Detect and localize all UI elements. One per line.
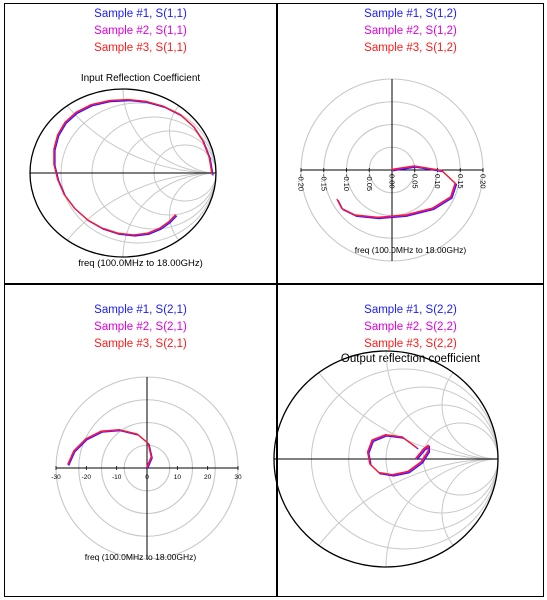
legend-entry-sample1: Sample #1, S(1,1) bbox=[94, 8, 187, 20]
smith-reactance-arc bbox=[170, 173, 263, 257]
polar-tick-label: 20 bbox=[204, 474, 212, 481]
polar-tick-label: 0.10 bbox=[433, 174, 442, 189]
polar-chart-s12 bbox=[278, 4, 543, 283]
polar-tick-label: 0.00 bbox=[387, 174, 397, 189]
trace-sample-3-s-2-1- bbox=[68, 430, 152, 468]
freq-range-s12: freq (100.0MHz to 18.00GHz) bbox=[354, 245, 467, 255]
legend-entry-sample3: Sample #3, S(1,2) bbox=[364, 42, 457, 54]
smith-chart-s22 bbox=[278, 285, 543, 596]
trace-sample-1-s-2-2- bbox=[369, 436, 430, 476]
polar-tick-label: 0.20 bbox=[478, 174, 488, 189]
chart-grid bbox=[4, 3, 544, 597]
legend-entry-sample1: Sample #1, S(2,2) bbox=[364, 304, 457, 316]
smith-reactance-arc bbox=[274, 459, 547, 600]
legend-entry-sample3: Sample #3, S(1,1) bbox=[94, 42, 187, 54]
polar-tick-label: -0.20 bbox=[296, 174, 306, 192]
polar-tick-label: -0.05 bbox=[364, 174, 374, 192]
legend-entry-sample1: Sample #1, S(1,2) bbox=[364, 8, 457, 20]
panel-s11 bbox=[5, 4, 276, 283]
polar-tick-label: -30 bbox=[51, 474, 61, 481]
polar-tick-label: 0.15 bbox=[455, 174, 465, 189]
trace-sample-2-s-2-2- bbox=[368, 435, 429, 475]
polar-tick-label: 10 bbox=[173, 474, 181, 481]
panel-s22 bbox=[278, 285, 543, 596]
smith-chart-s11 bbox=[5, 4, 276, 283]
legend-entry-sample3: Sample #3, S(2,1) bbox=[94, 338, 187, 350]
legend-entry-sample2: Sample #2, S(2,1) bbox=[94, 321, 187, 333]
legend-entry-sample3: Sample #3, S(2,2) bbox=[364, 338, 457, 350]
polar-tick-label: -0.10 bbox=[342, 174, 351, 192]
polar-tick-label: -20 bbox=[81, 474, 92, 481]
chart-title-s22: Output reflection coefficient bbox=[340, 353, 481, 365]
chart-title-s11: Input Reflection Coefficient bbox=[80, 73, 201, 84]
smith-reactance-arc bbox=[170, 89, 263, 173]
polar-tick-label: -10 bbox=[111, 474, 122, 481]
trace-sample-1-s-1-1- bbox=[55, 101, 213, 236]
polar-tick-label: 0 bbox=[145, 474, 149, 481]
polar-tick-label: -0.15 bbox=[319, 174, 329, 192]
panel-s12 bbox=[278, 4, 543, 283]
freq-range-s21: freq (100.0MHz to 18.00GHz) bbox=[84, 552, 197, 562]
legend-entry-sample2: Sample #2, S(2,2) bbox=[364, 321, 457, 333]
legend-entry-sample1: Sample #1, S(2,1) bbox=[94, 304, 187, 316]
freq-range-s11: freq (100.0MHz to 18.00GHz) bbox=[78, 258, 203, 269]
polar-tick-label: 30 bbox=[234, 474, 242, 481]
panel-s21 bbox=[5, 285, 276, 596]
polar-tick-label: 0.05 bbox=[410, 174, 420, 189]
legend-entry-sample2: Sample #2, S(1,1) bbox=[94, 25, 187, 37]
legend-entry-sample2: Sample #2, S(1,2) bbox=[364, 25, 457, 37]
polar-chart-s21 bbox=[5, 285, 276, 596]
